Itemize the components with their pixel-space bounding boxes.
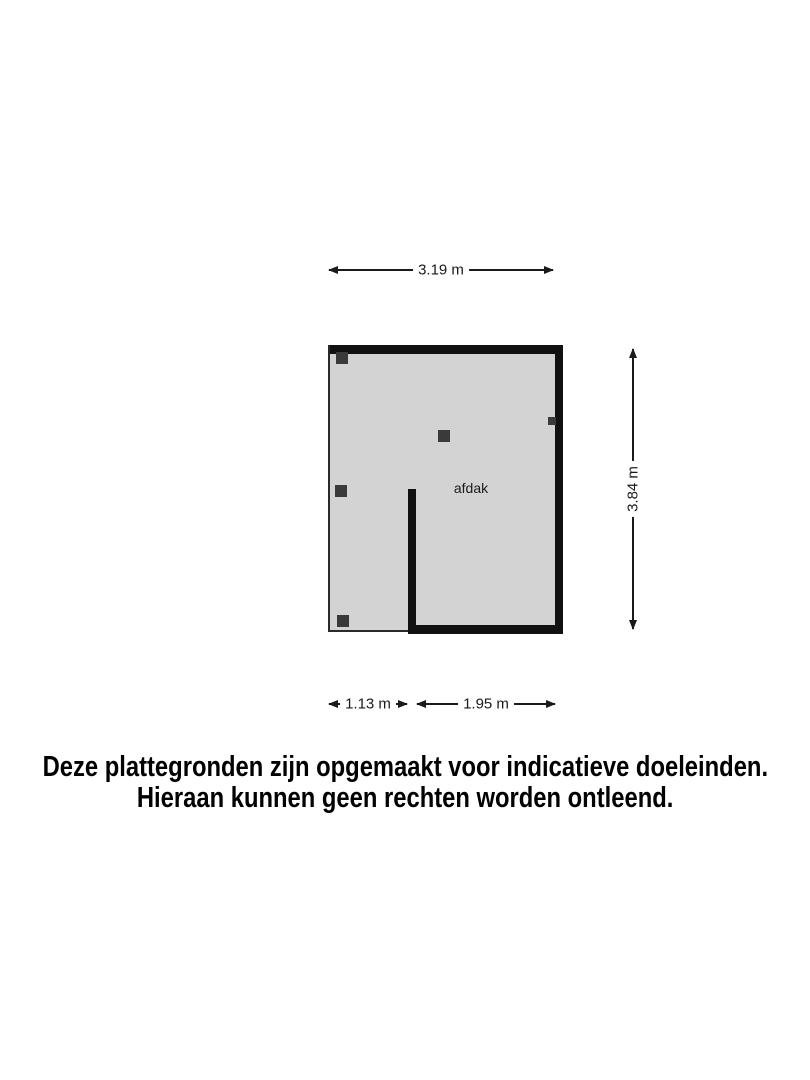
post xyxy=(548,417,556,425)
wall-bottom xyxy=(408,625,563,634)
arrow-right-icon xyxy=(546,700,556,708)
dimension-label: 1.13 m xyxy=(340,696,396,713)
arrow-down-icon xyxy=(629,620,637,630)
wall-left-thin xyxy=(328,345,330,632)
disclaimer-line-2: Hieraan kunnen geen rechten worden ontleend. xyxy=(136,782,674,814)
floor-area xyxy=(329,347,560,632)
wall-interior xyxy=(408,489,416,634)
dimension-top-width xyxy=(328,263,554,277)
arrow-left-icon xyxy=(328,700,338,708)
disclaimer-line-1: Deze plattegronden zijn opgemaakt voor indicatieve doeleinden. xyxy=(42,751,768,783)
arrow-left-icon xyxy=(328,266,338,274)
post xyxy=(337,615,349,627)
arrow-up-icon xyxy=(629,348,637,358)
arrow-right-icon xyxy=(544,266,554,274)
dimension-label: 3.19 m xyxy=(413,262,469,279)
arrow-right-icon xyxy=(398,700,408,708)
post xyxy=(336,352,348,364)
post xyxy=(335,485,347,497)
post xyxy=(438,430,450,442)
dimension-bottom-left-width xyxy=(328,697,408,711)
wall-top xyxy=(328,345,563,354)
dimension-right-height xyxy=(626,348,640,630)
dimension-label: 1.95 m xyxy=(458,696,514,713)
edge-bottom-open xyxy=(328,630,410,632)
arrow-left-icon xyxy=(416,700,426,708)
floorplan-room-afdak xyxy=(328,345,563,634)
room-label: afdak xyxy=(453,480,489,496)
disclaimer xyxy=(0,752,810,814)
dimension-bottom-right-width xyxy=(416,697,556,711)
dimension-label: 3.84 m xyxy=(625,461,642,517)
wall-right xyxy=(555,345,563,634)
